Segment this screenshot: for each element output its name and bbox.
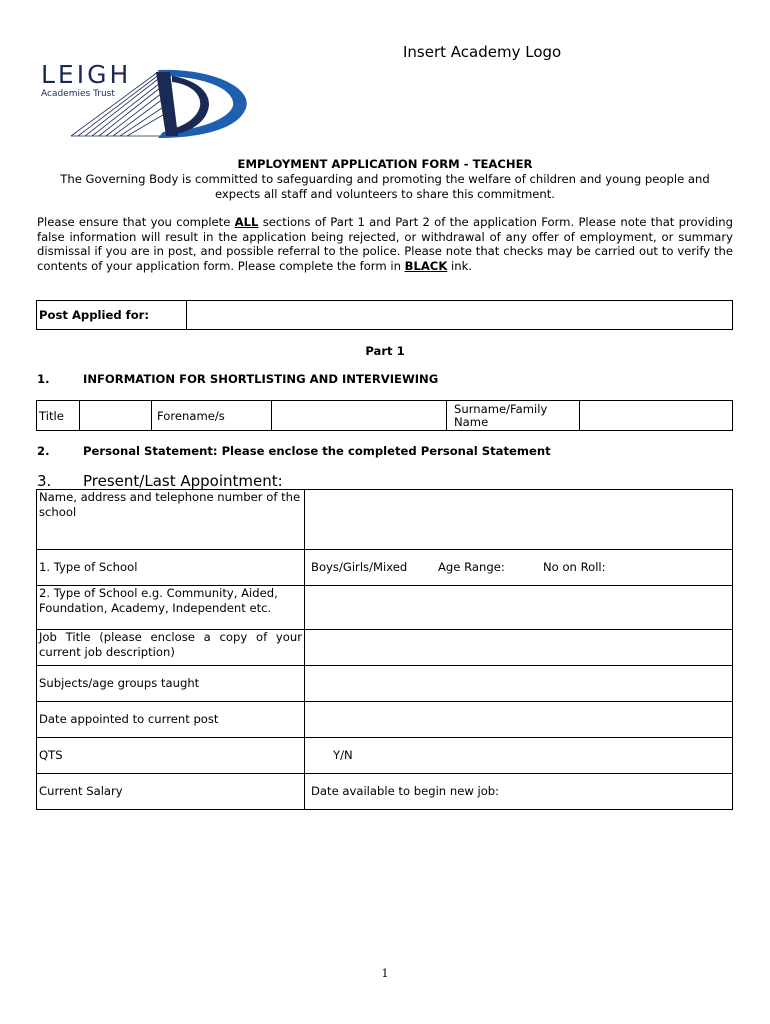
date-appointed-field[interactable] (305, 702, 733, 738)
school-name-label: Name, address and telephone number of the school (37, 490, 305, 550)
page-number: 1 (381, 967, 389, 980)
post-applied-field[interactable] (187, 301, 733, 330)
subjects-label: Subjects/age groups taught (37, 666, 305, 702)
emphasis-all: ALL (234, 215, 259, 229)
section-3-number: 3. (37, 472, 52, 490)
date-available-label[interactable]: Date available to begin new job: (305, 774, 733, 810)
title-field[interactable] (80, 401, 152, 431)
school-type-1-label: 1. Type of School (37, 550, 305, 586)
qts-label: QTS (37, 738, 305, 774)
job-title-label: Job Title (please enclose a copy of your current job description) (37, 630, 305, 666)
forename-field[interactable] (272, 401, 447, 431)
age-range-label: Age Range: (438, 560, 505, 575)
post-applied-label: Post Applied for: (37, 301, 187, 330)
school-type-2-label: 2. Type of School e.g. Community, Aided, Foundation, Academy, Independent etc. (37, 586, 305, 630)
logo-subtitle: Academies Trust (41, 89, 115, 99)
salary-label: Current Salary (37, 774, 305, 810)
logo-placeholder-caption: Insert Academy Logo (403, 43, 562, 61)
post-applied-table (36, 300, 733, 330)
names-table (36, 400, 733, 431)
school-type-1-field[interactable] (305, 550, 733, 586)
job-title-field[interactable] (305, 630, 733, 666)
emphasis-black: BLACK (404, 258, 448, 273)
gender-label: Boys/Girls/Mixed (311, 560, 408, 575)
section-2-number: 2. (37, 444, 50, 458)
safeguarding-statement: The Governing Body is committed to safeguarding and promoting the welfare of children and young people and expects all staff and volunteers to share this commitment. (60, 172, 710, 201)
title-label: Title (37, 401, 80, 431)
instructions-paragraph: Please ensure that you complete ALL sections of Part 1 and Part 2 of the application Form. Please note that providing false information will result in the application being rejected, or withdrawal of any offer of employment, or summary dismissal if you are in post, and possible referral to the police. Please note that checks may be carried out to verify the contents of your application form. Please complete the form in BLACK ink. (37, 215, 733, 273)
section-1-number: 1. (37, 372, 50, 386)
surname-label: Surname/Family Name (447, 401, 580, 431)
roll-label: No on Roll: (543, 560, 606, 575)
section-2-title: Personal Statement: Please enclose the completed Personal Statement (83, 444, 551, 458)
form-heading: EMPLOYMENT APPLICATION FORM - TEACHER (237, 157, 533, 171)
school-name-field[interactable] (305, 490, 733, 550)
subjects-field[interactable] (305, 666, 733, 702)
section-3-title: Present/Last Appointment: (83, 472, 283, 490)
date-appointed-label: Date appointed to current post (37, 702, 305, 738)
surname-field[interactable] (580, 401, 733, 431)
part-title: Part 1 (365, 344, 405, 358)
appointment-table (36, 489, 733, 810)
qts-field[interactable]: Y/N (305, 738, 733, 774)
section-1-title: INFORMATION FOR SHORTLISTING AND INTERVIEWING (83, 372, 439, 386)
logo-wordmark: LEIGH (41, 60, 132, 89)
school-type-2-field[interactable] (305, 586, 733, 630)
forename-label: Forename/s (152, 401, 272, 431)
